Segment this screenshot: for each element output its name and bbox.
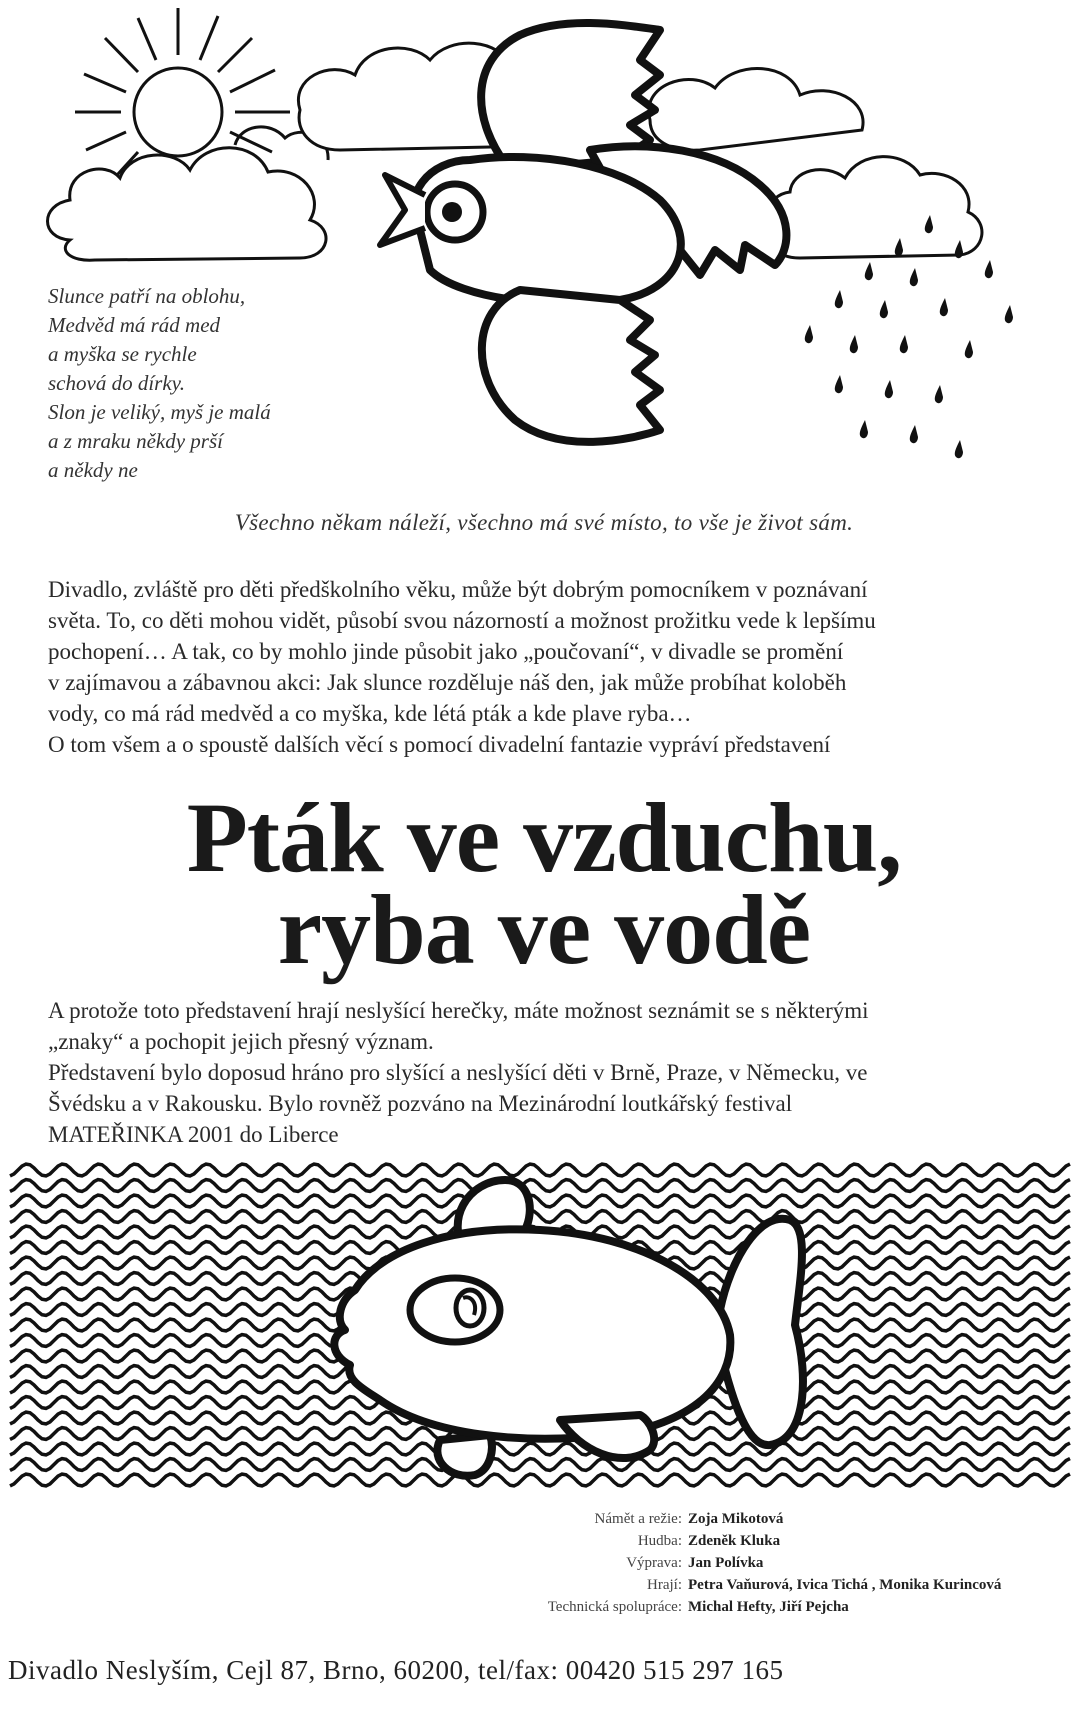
credit-names: Zdeněk Kluka <box>688 1533 781 1549</box>
details-line: „znaky“ a pochopit jejich přesný význam. <box>48 1029 434 1054</box>
poem-line: Slunce patří na oblohu, <box>48 284 246 308</box>
rain-cloud-icon <box>768 157 982 258</box>
intro-line: Divadlo, zvláště pro děti předškolního věku, může být dobrým pomocníkem v poznávaní <box>48 577 868 602</box>
details-line: Představení bylo doposud hráno pro slyšící a neslyšící děti v Brně, Praze, v Německu, ve <box>48 1060 868 1085</box>
poem-line: Slon je veliký, myš je malá <box>48 400 271 424</box>
bottom-illustration <box>0 1150 1088 1510</box>
intro-line: pochopení… A tak, co by mohlo jinde působit jako „poučovaní“, v divadle se promění <box>48 639 844 664</box>
credit-row <box>440 1574 1080 1596</box>
credit-names: Jan Polívka <box>688 1555 764 1571</box>
details-paragraph <box>48 995 1058 1150</box>
credit-role: Technická spolupráce: <box>547 1599 682 1615</box>
title-line-2: ryba ve vodě <box>277 874 811 985</box>
wave-line <box>10 1443 1070 1455</box>
credit-row <box>440 1530 1080 1552</box>
wave-line <box>10 1195 1070 1207</box>
credit-row <box>440 1508 1080 1530</box>
wave-line <box>10 1164 1070 1176</box>
wave-line <box>10 1459 1070 1471</box>
show-title <box>0 782 1088 985</box>
fish-icon <box>334 1180 803 1476</box>
wave-line <box>10 1211 1070 1223</box>
intro-line: světa. To, co děti mohou vidět, působí svou názorností a možnost prožitku vede k lepšímu <box>48 608 876 633</box>
details-line: Švédsku a v Rakousku. Bylo rovněž pozváno na Mezinárodní loutkářský festival <box>48 1091 793 1116</box>
poem-line: a někdy ne <box>48 458 138 482</box>
poem-line: schová do dírky. <box>48 371 186 395</box>
intro-line: vody, co má rád medvěd a co myška, kde létá pták a kde plave ryba… <box>48 701 692 726</box>
credits <box>440 1508 1080 1618</box>
credit-names: Zoja Mikotová <box>688 1511 784 1527</box>
motto: Všechno někam náleží, všechno má své místo, to vše je život sám. <box>234 510 854 535</box>
credit-role: Hudba: <box>637 1533 682 1549</box>
credit-names: Petra Vaňurová, Ivica Tichá , Monika Kurincová <box>688 1577 1002 1593</box>
contact-footer: Divadlo Neslyším, Cejl 87, Brno, 60200, tel/fax: 00420 515 297 165 <box>8 1655 784 1685</box>
poem-line: Medvěd má rád med <box>48 313 221 337</box>
credit-row <box>440 1552 1080 1574</box>
wave-line <box>10 1180 1070 1192</box>
intro-paragraph <box>48 574 1058 760</box>
title-line-1: Pták ve vzduchu, <box>186 782 902 893</box>
cloud-left-icon <box>48 148 327 260</box>
credit-role: Námět a režie: <box>594 1511 682 1527</box>
poem-line: a myška se rychle <box>48 342 197 366</box>
credit-role: Hrají: <box>647 1577 682 1593</box>
details-line: MATEŘINKA 2001 do Liberce <box>48 1122 339 1147</box>
details-line: A protože toto představení hrají neslyšící herečky, máte možnost seznámit se s některými <box>48 998 869 1023</box>
poem-line: a z mraku někdy prší <box>48 429 223 453</box>
credit-row <box>440 1596 1080 1618</box>
intro-line: v zajímavou a zábavnou akci: Jak slunce rozděluje náš den, jak může probíhat koloběh <box>48 670 847 695</box>
credit-names: Michal Hefty, Jiří Pejcha <box>688 1599 849 1615</box>
intro-line: O tom všem a o spoustě dalších věcí s pomocí divadelní fantazie vypráví představení <box>48 732 831 757</box>
wave-line <box>10 1474 1070 1486</box>
credit-role: Výprava: <box>626 1555 682 1571</box>
poem <box>48 282 348 485</box>
